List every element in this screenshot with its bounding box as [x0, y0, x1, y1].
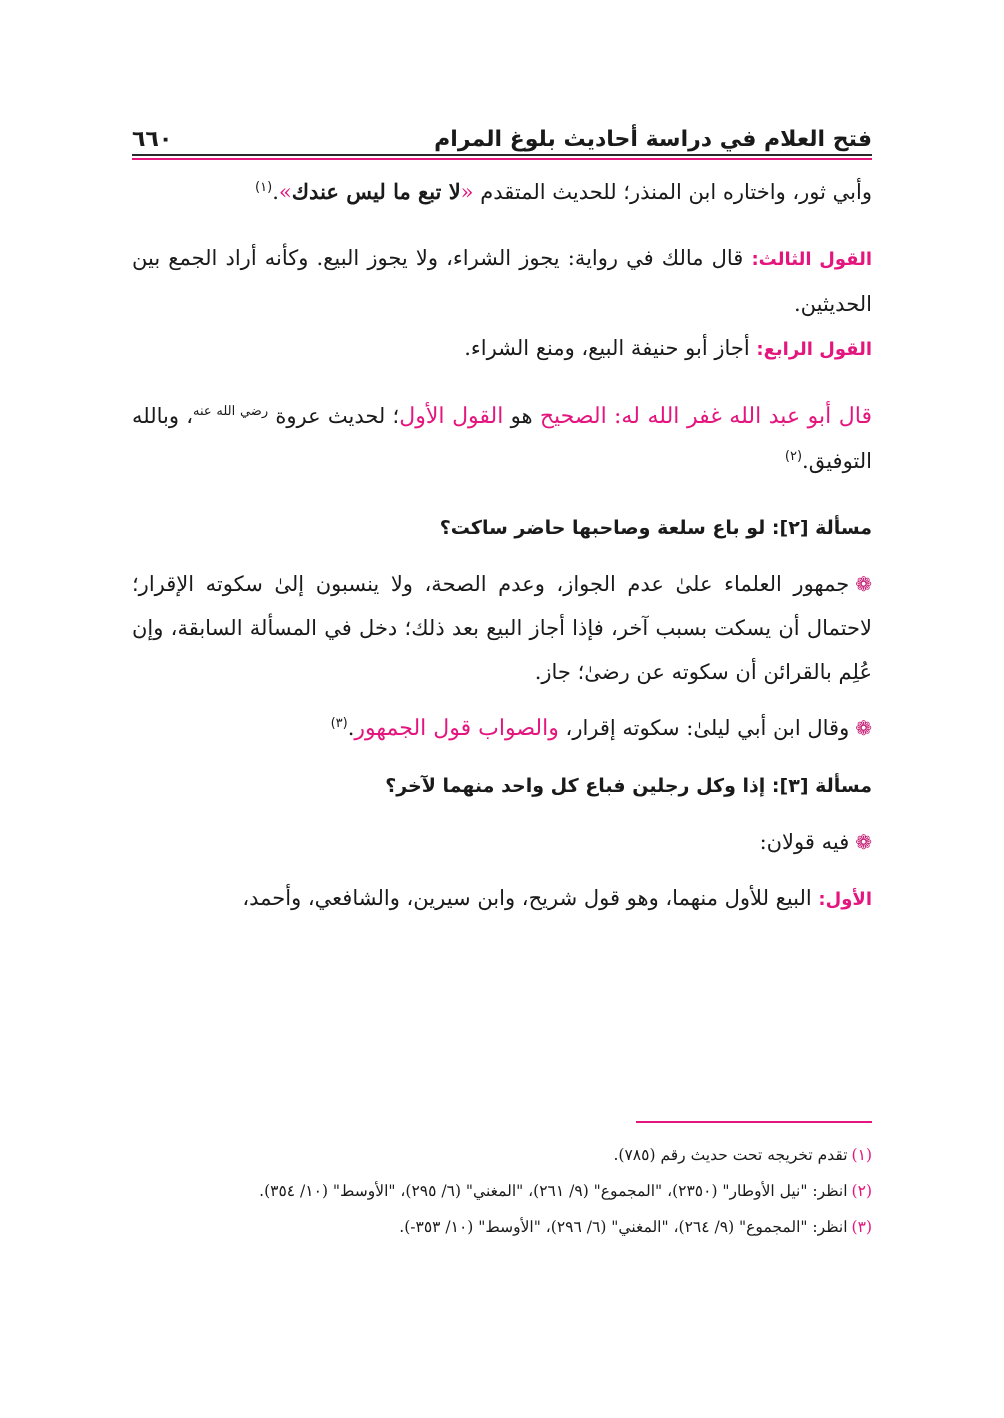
issue-2-label: مسألة [٢]: [771, 517, 872, 539]
footnote-number: (٣) [851, 1218, 872, 1236]
header-rule-dark [132, 154, 872, 156]
footnote-ref-3[interactable]: (٣) [330, 716, 348, 731]
page-number: ٦٦٠ [132, 127, 173, 152]
paragraph-fourth-opinion: القول الرابع: أجاز أبو حنيفة البيع، ومنع الشراء. [464, 336, 872, 360]
paragraph-third-opinion: القول الثالث: قال مالك في رواية: يجوز الشراء، ولا يجوز البيع. وكأنه أراد الجمع بين الحديثين. [132, 246, 873, 316]
quote-open: « [460, 180, 474, 204]
issue-2-heading [132, 505, 872, 550]
verdict-first-opinion: القول الأول [399, 404, 504, 429]
footnote-text: تقدم تخريجه تحت حديث رقم (٧٨٥). [613, 1146, 848, 1164]
footnote-3 [132, 1212, 872, 1242]
running-header [132, 112, 872, 152]
footnote-text: انظر: "نيل الأوطار" (٢٣٥٠)، "المجموع" (٩/ ٢٦١)، "المغني" (٦/ ٢٩٥)، "الأوسط" (١٠/ ٣٥٤). [259, 1182, 848, 1200]
paragraph-1: وأبي ثور، واختاره ابن المنذر؛ للحديث المتقدم «لا تبع ما ليس عندك».$^{(١)}$ [255, 179, 872, 204]
honorific-glyph: رضي الله عنه [193, 404, 269, 419]
label-fourth-opinion: القول الرابع: [756, 339, 872, 360]
quote-close: » [278, 180, 292, 204]
footnote-ref-2[interactable]: (٢) [784, 449, 803, 464]
header-rule-pink [132, 158, 872, 160]
footnote-1 [132, 1140, 872, 1170]
footnote-separator [636, 1121, 872, 1123]
flower-bullet-icon: ❁ [855, 830, 872, 854]
author-statement: قال أبو عبد الله غفر الله له: [614, 404, 873, 429]
issue-3-heading [132, 763, 872, 808]
flower-bullet-icon: ❁ [855, 572, 872, 596]
footnote-number: (٢) [851, 1182, 872, 1200]
issue-3-label: مسألة [٣]: [771, 775, 872, 797]
paragraph-author-verdict: قال أبو عبد الله غفر الله له: الصحيح هو القول الأول؛ لحديث عروة $^{رضي الله عنه}$، وبالله التوفيق.$^{(٢)}$ [132, 404, 873, 473]
paragraph-first-opinion: الأول: البيع للأول منهما، وهو قول شريح، وابن سيرين، والشافعي، وأحمد، [242, 886, 872, 910]
flower-bullet-icon: ❁ [855, 716, 872, 740]
issue-2-title: لو باع سلعة وصاحبها حاضر ساكت؟ [439, 517, 772, 539]
paragraph-two-opinions: ❁فيه قولان: [759, 830, 872, 854]
verdict-correct: الصحيح [539, 404, 607, 429]
verdict-majority: والصواب قول الجمهور [354, 716, 559, 741]
header-title: فتح العلام في دراسة أحاديث بلوغ المرام [434, 127, 872, 152]
footnote-ref-1[interactable]: (١) [255, 180, 273, 195]
paragraph-ibn-abi-layla: ❁وقال ابن أبي ليلىٰ: سكوته إقرار، والصواب قول الجمهور.$^{(٣)}$ [330, 716, 872, 741]
hadith-quote: لا تبع ما ليس عندك [291, 179, 461, 204]
label-third-opinion: القول الثالث: [751, 249, 873, 270]
footnote-text: انظر: "المجموع" (٩/ ٢٦٤)، "المغني" (٦/ ٢٩٦)، "الأوسط" (١٠/ ٣٥٣-). [399, 1218, 848, 1236]
footnote-number: (١) [851, 1146, 872, 1164]
footnote-2 [132, 1176, 872, 1206]
label-first-opinion: الأول: [818, 889, 872, 910]
main-text [132, 170, 872, 922]
footnotes [132, 1140, 872, 1248]
issue-3-title: إذا وكل رجلين فباع كل واحد منهما لآخر؟ [385, 775, 772, 797]
paragraph-majority-view: ❁جمهور العلماء علىٰ عدم الجواز، وعدم الصحة، ولا ينسبون إلىٰ سكوته الإقرار؛ لاحتمال أن يسكت بسبب آخر، فإذا أجاز البيع بعد ذلك؛ دخل في المسألة السابقة، وإن عُلِم بالقرائن أن سكوته عن رضىٰ؛ جاز. [132, 572, 872, 684]
